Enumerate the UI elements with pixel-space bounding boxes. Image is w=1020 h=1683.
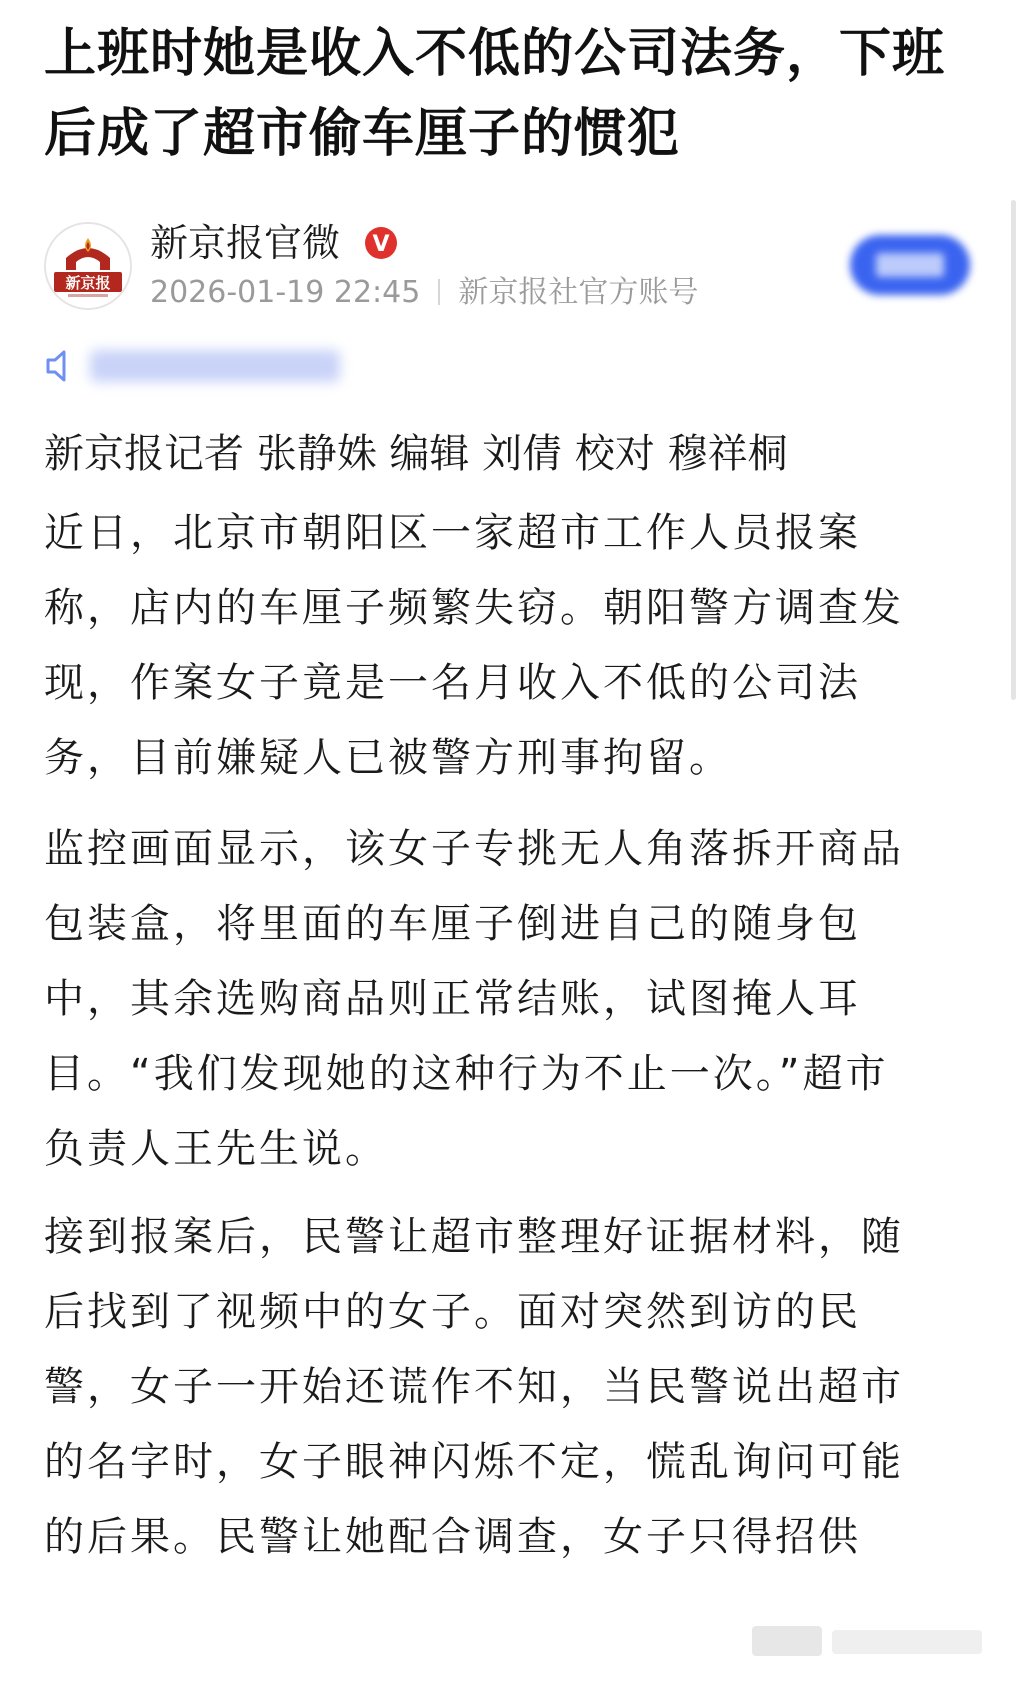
paragraph-line: 警，女子一开始还谎作不知，当民警说出超市 [44, 1364, 904, 1410]
paragraph-line: 后找到了视频中的女子。面对突然到访的民 [44, 1289, 861, 1335]
verified-icon [364, 226, 398, 260]
paragraph-line: 务，目前嫌疑人已被警方刑事拘留。 [44, 735, 732, 781]
paragraph-2 [44, 812, 984, 1187]
newspaper-logo-icon [46, 224, 130, 308]
article-headline [44, 14, 984, 174]
paragraph-line: 包装盒，将里面的车厘子倒进自己的随身包 [44, 901, 861, 947]
follow-button[interactable] [850, 235, 970, 295]
meta-divider [438, 279, 440, 305]
follow-button-label-blurred [876, 253, 944, 277]
listen-label-blurred [90, 350, 340, 382]
avatar-logo-text: 新京报 [65, 274, 111, 292]
post-meta [150, 274, 698, 312]
speaker-icon [44, 348, 78, 384]
paragraph-line: 中，其余选购商品则正常结账，试图掩人耳 [44, 976, 861, 1022]
scrollbar[interactable] [1011, 200, 1016, 700]
byline: 新京报记者 张静姝 编辑 刘倩 校对 穆祥桐 [44, 431, 788, 477]
account-type: 新京报社官方账号 [458, 275, 699, 310]
paragraph-3 [44, 1200, 984, 1575]
paragraph-line: 近日，北京市朝阳区一家超市工作人员报案 [44, 510, 861, 556]
avatar[interactable] [44, 222, 132, 310]
watermark-logo-icon [742, 1610, 1002, 1670]
paragraph-line: 监控画面显示，该女子专挑无人角落拆开商品 [44, 826, 904, 872]
paragraph-line: 的后果。民警让她配合调查，女子只得招供 [44, 1514, 861, 1560]
paragraph-line: 接到报案后，民警让超市整理好证据材料，随 [44, 1214, 904, 1260]
account-name[interactable]: 新京报官微 [150, 221, 341, 265]
post-date: 2026-01-19 22:45 [150, 275, 421, 310]
headline-line-1: 上班时她是收入不低的公司法务，下班 [44, 24, 946, 84]
author-bar [44, 220, 984, 312]
headline-line-2: 后成了超市偷车厘子的惯犯 [44, 104, 681, 164]
verified-badge-text: V [372, 232, 390, 257]
paragraph-line: 负责人王先生说。 [44, 1126, 388, 1172]
paragraph-line: 称，店内的车厘子频繁失窃。朝阳警方调查发 [44, 585, 904, 631]
paragraph-line: 现，作案女子竟是一名月收入不低的公司法 [44, 660, 861, 706]
paragraph-line: 目。“我们发现她的这种行为不止一次。”超市 [44, 1051, 889, 1097]
paragraph-1 [44, 496, 984, 796]
paragraph-line: 的名字时，女子眼神闪烁不定，慌乱询问可能 [44, 1439, 904, 1485]
listen-article-control[interactable] [44, 340, 364, 392]
